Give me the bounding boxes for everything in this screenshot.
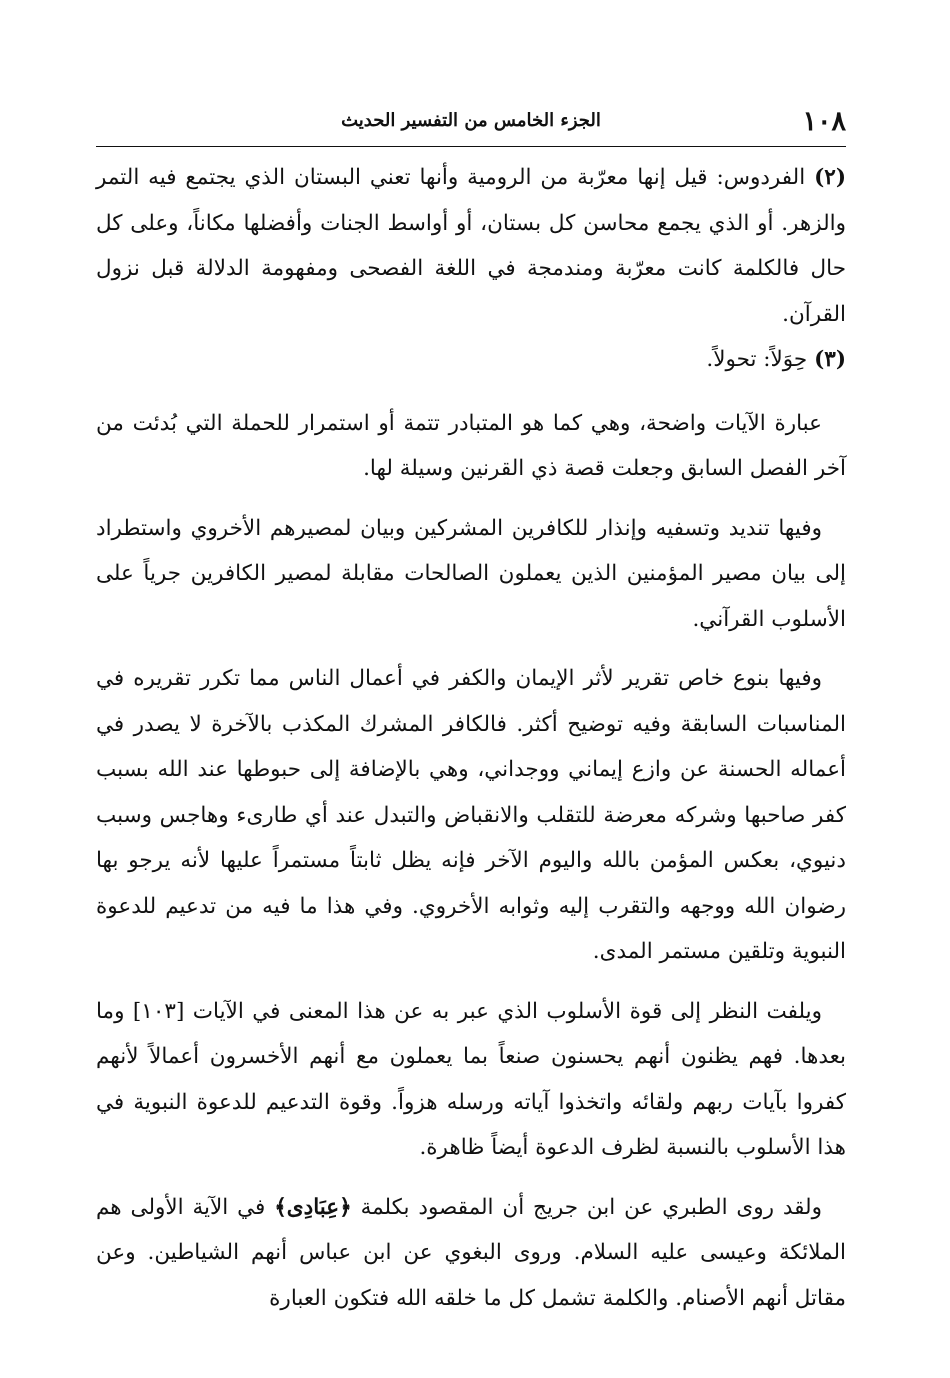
paragraph: ويلفت النظر إلى قوة الأسلوب الذي عبر به عن هذا المعنى في الآيات [١٠٣] وما بعدها. فهم يظنون أنهم يحسنون صنعاً بما يعملون مع أنهم الأخسرون أعمالاً لأنهم كفروا بآيات ربهم ولقائه واتخذوا آياته ورسله هزواً. وقوة التدعيم للدعوة النبوية في هذا الأسلوب بالنسبة لظرف الدعوة أيضاً ظاهرة. bbox=[96, 998, 846, 1160]
paragraph-text: في الآية الأولى هم الملائكة وعيسى عليه السلام. وروى البغوي عن ابن عباس أنهم الشياطين. وعن مقاتل أنهم الأصنام. والكلمة تشمل كل ما خلقه الله فتكون العبارة bbox=[96, 1194, 846, 1311]
body-text bbox=[96, 401, 846, 1322]
footnote-text: حِوَلاً: تحولاً. bbox=[706, 347, 808, 372]
footnote-2 bbox=[96, 155, 846, 337]
book-page bbox=[96, 96, 846, 1335]
footnote-text: الفردوس: قيل إنها معرّبة من الرومية وأنها تعني البستان الذي يجتمع فيه التمر والزهر. أو الذي يجمع محاسن كل بستان، أو أواسط الجنات وأفضلها مكاناً، وعلى كل حال فالكلمة كانت معرّبة ومندمجة في اللغة الفصحى ومفهومة الدلالة قبل نزول القرآن. bbox=[96, 165, 846, 327]
footnotes bbox=[96, 155, 846, 383]
paragraph: عبارة الآيات واضحة، وهي كما هو المتبادر تتمة أو استمرار للحملة التي بُدئت من آخر الفصل السابق وجعلت قصة ذي القرنين وسيلة لها. bbox=[96, 410, 846, 481]
footnote-number: (٣) bbox=[814, 347, 846, 372]
running-head bbox=[96, 96, 846, 147]
book-title: الجزء الخامس من التفسير الحديث bbox=[341, 110, 601, 131]
paragraph-last bbox=[96, 1185, 846, 1322]
footnote-number: (٢) bbox=[814, 165, 846, 190]
footnote-3 bbox=[96, 337, 846, 383]
paragraph-text: ولقد روى الطبري عن ابن جريج أن المقصود بكلمة bbox=[360, 1194, 822, 1220]
quran-citation: ﴿عِبَادِى﴾ bbox=[274, 1194, 352, 1220]
paragraph: وفيها تنديد وتسفيه وإنذار للكافرين المشركين وبيان لمصيرهم الأخروي واستطراد إلى بيان مصير المؤمنين الذين يعملون الصالحات مقابلة لمصير الكافرين جرياً على الأسلوب القرآني. bbox=[96, 515, 846, 632]
section-gap bbox=[96, 383, 846, 401]
paragraph: وفيها بنوع خاص تقرير لأثر الإيمان والكفر في أعمال الناس مما تكرر تقريره في المناسبات السابقة وفيه توضيح أكثر. فالكافر المشرك المكذب بالآخرة لا يصدر في أعماله الحسنة عن وازع إيماني ووجداني، وهي بالإضافة إلى حبوطها عند الله بسبب كفر صاحبها وشركه معرضة للتقلب والانقباض والتبدل عند أي طارىء وهاجس وسبب دنيوي، بعكس المؤمن بالله واليوم الآخر فإنه يظل ثابتاً مستمراً عليها لأنه يرجو بها رضوان الله ووجهه والتقرب إليه وثوابه الأخروي. وفي هذا ما فيه من تدعيم للدعوة النبوية وتلقين مستمر المدى. bbox=[96, 666, 846, 964]
page-number: ١٠٨ bbox=[802, 106, 846, 137]
